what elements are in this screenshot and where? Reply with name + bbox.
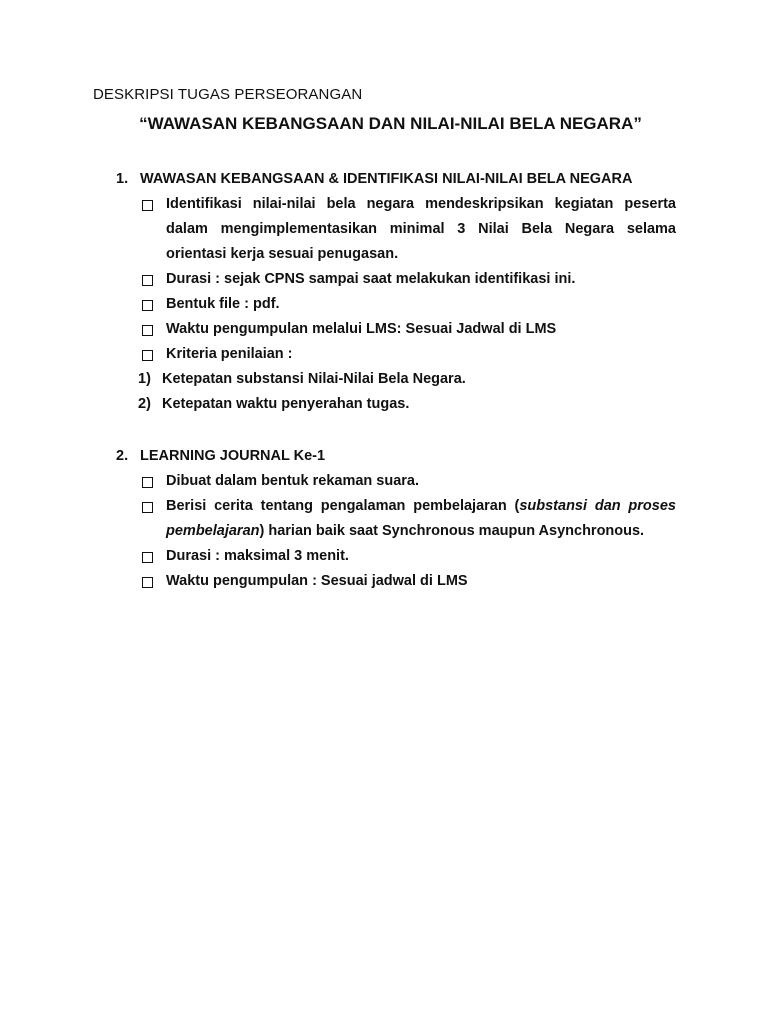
- bullet-item: [140, 569, 676, 594]
- bullet-text: Dibuat dalam bentuk rekaman suara.: [166, 473, 420, 489]
- checkbox-square-icon: [142, 552, 153, 563]
- checkbox-square-icon: [142, 350, 153, 361]
- criteria-text: Ketepatan waktu penyerahan tugas.: [162, 396, 410, 412]
- bullet-text: [166, 494, 676, 544]
- checkbox-square-icon: [142, 275, 153, 286]
- section-1: [116, 167, 676, 417]
- bullet-item: [140, 342, 676, 367]
- criteria-list: [116, 367, 676, 417]
- bullet-text: Durasi : maksimal 3 menit.: [166, 548, 349, 564]
- bullet-text: Identifikasi nilai-nilai bela negara mendeskripsikan kegiatan peserta dalam mengimplementasikan minimal 3 Nilai Bela Negara selama orientasi kerja sesuai penugasan.: [166, 196, 676, 262]
- doc-title: “WAWASAN KEBANGSAAN DAN NILAI-NILAI BELA NEGARA”: [139, 114, 642, 133]
- bullet-item: [140, 494, 676, 544]
- bullet-text: Durasi : sejak CPNS sampai saat melakukan identifikasi ini.: [166, 271, 576, 287]
- bullet-item: [140, 292, 676, 317]
- bullet-text: Waktu pengumpulan melalui LMS: Sesuai Jadwal di LMS: [166, 321, 557, 337]
- criteria-number: 1): [138, 371, 151, 387]
- checkbox-square-icon: [142, 477, 153, 488]
- bullet-text-italic: substansi dan proses pembelajaran: [166, 498, 676, 539]
- section-2-heading: [116, 444, 676, 469]
- doc-label: DESKRIPSI TUGAS PERSEORANGAN: [93, 86, 363, 103]
- checkbox-square-icon: [142, 502, 153, 513]
- bullet-text-part: Berisi cerita tentang pengalaman pembelajaran (: [166, 498, 520, 514]
- section-2-bullets: [116, 469, 676, 594]
- criteria-text: Ketepatan substansi Nilai-Nilai Bela Negara.: [162, 371, 466, 387]
- bullet-text: Bentuk file : pdf.: [166, 296, 280, 312]
- criteria-item: [138, 367, 676, 392]
- checkbox-square-icon: [142, 577, 153, 588]
- criteria-number: 2): [138, 396, 151, 412]
- bullet-item: [140, 267, 676, 292]
- section-title: LEARNING JOURNAL Ke-1: [140, 448, 326, 464]
- bullet-text: Kriteria penilaian :: [166, 346, 293, 362]
- bullet-item: [140, 469, 676, 494]
- bullet-text-part: ) harian baik saat Synchronous maupun Asynchronous.: [259, 523, 645, 539]
- bullet-item: [140, 544, 676, 569]
- section-2: [116, 444, 676, 594]
- checkbox-square-icon: [142, 325, 153, 336]
- bullet-item: [140, 317, 676, 342]
- section-1-heading: [116, 167, 676, 192]
- section-number: 2.: [116, 448, 129, 464]
- section-1-bullets: [116, 192, 676, 367]
- checkbox-square-icon: [142, 300, 153, 311]
- checkbox-square-icon: [142, 200, 153, 211]
- section-number: 1.: [116, 171, 129, 187]
- bullet-item: [140, 192, 676, 267]
- section-title: WAWASAN KEBANGSAAN & IDENTIFIKASI NILAI-NILAI BELA NEGARA: [140, 171, 633, 187]
- bullet-text: Waktu pengumpulan : Sesuai jadwal di LMS: [166, 573, 468, 589]
- criteria-item: [138, 392, 676, 417]
